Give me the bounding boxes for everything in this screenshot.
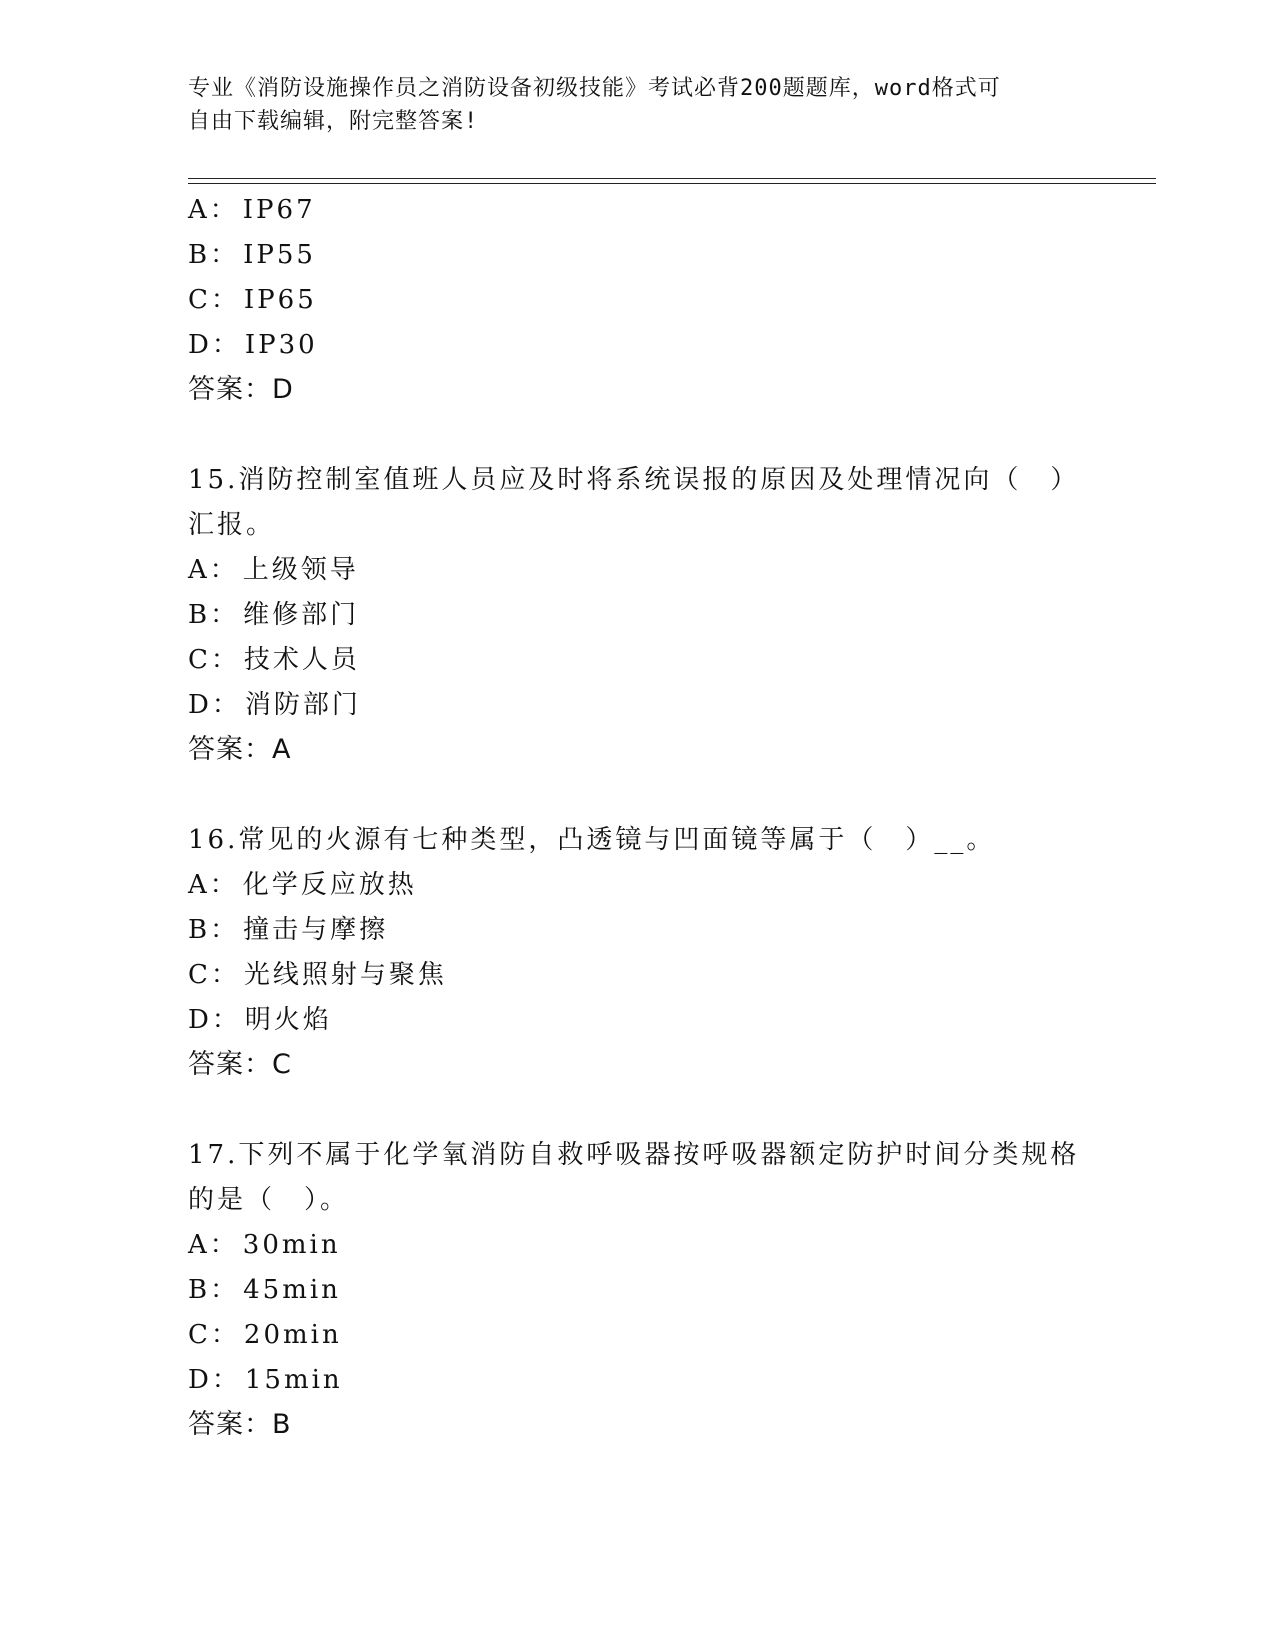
q16-option-a <box>188 867 1088 903</box>
q15-option-d <box>188 687 1088 723</box>
q16-option-c <box>188 957 1088 993</box>
prev-option-c <box>188 282 1088 318</box>
option-text: 撞击与摩擦 <box>243 915 389 945</box>
option-text: 45min <box>243 1275 341 1305</box>
option-text: 15min <box>244 1365 343 1395</box>
q16-option-b <box>188 912 1088 948</box>
option-text: 维修部门 <box>243 600 360 630</box>
prev-option-a <box>188 192 1088 228</box>
q16-stem-line-1: 16.常见的火源有七种类型，凸透镜与凹面镜等属于（ ）__。 <box>188 825 996 855</box>
header-line-1: 专业《消防设施操作员之消防设备初级技能》考试必背200题题库，word格式可 <box>188 76 1001 101</box>
option-text: 明火焰 <box>244 1005 332 1035</box>
option-text: IP30 <box>244 330 318 360</box>
option-letter: C： <box>188 1320 240 1350</box>
document-header <box>188 72 1068 138</box>
header-divider-bottom <box>188 183 1156 184</box>
option-letter: D： <box>188 1005 241 1035</box>
option-text: 30min <box>242 1230 341 1260</box>
option-letter: A： <box>188 1230 239 1260</box>
q17-answer: 答案：B <box>188 1409 292 1440</box>
prev-option-b <box>188 237 1088 273</box>
q17-option-b <box>188 1272 1088 1308</box>
q16-answer: 答案：C <box>188 1049 292 1080</box>
option-text: IP67 <box>242 195 316 225</box>
option-text: IP65 <box>243 285 317 315</box>
option-text: 上级领导 <box>242 555 359 585</box>
q15-option-a <box>188 552 1088 588</box>
q15-stem-line-1: 15.消防控制室值班人员应及时将系统误报的原因及处理情况向（ ） <box>188 465 1080 495</box>
option-letter: A： <box>188 555 239 585</box>
option-text: 20min <box>243 1320 342 1350</box>
option-letter: B： <box>188 1275 240 1305</box>
header-divider-top <box>188 178 1156 179</box>
q17-stem-line-1: 17.下列不属于化学氧消防自救呼吸器按呼吸器额定防护时间分类规格 <box>188 1140 1080 1170</box>
option-letter: C： <box>188 285 240 315</box>
option-letter: D： <box>188 330 241 360</box>
header-line-2: 自由下载编辑，附完整答案! <box>188 109 479 134</box>
option-letter: D： <box>188 1365 241 1395</box>
option-letter: D： <box>188 690 241 720</box>
option-letter: C： <box>188 960 240 990</box>
option-letter: A： <box>188 870 239 900</box>
option-letter: B： <box>188 600 240 630</box>
prev-answer: 答案：D <box>188 374 294 405</box>
q15-option-c <box>188 642 1088 678</box>
q17-option-c <box>188 1317 1088 1353</box>
option-text: 化学反应放热 <box>242 870 417 900</box>
q17-stem-line-2: 的是（ ）。 <box>188 1185 350 1215</box>
option-letter: B： <box>188 240 240 270</box>
q15-stem-line-2: 汇报。 <box>188 510 276 540</box>
option-text: IP55 <box>243 240 316 270</box>
option-letter: A： <box>188 195 239 225</box>
q16-option-d <box>188 1002 1088 1038</box>
option-letter: C： <box>188 645 240 675</box>
option-text: 光线照射与聚焦 <box>243 960 447 990</box>
q17-option-a <box>188 1227 1088 1263</box>
option-text: 技术人员 <box>243 645 360 675</box>
prev-option-d <box>188 327 1088 363</box>
q15-answer: 答案：A <box>188 734 292 765</box>
q15-option-b <box>188 597 1088 633</box>
option-text: 消防部门 <box>244 690 361 720</box>
option-letter: B： <box>188 915 240 945</box>
q17-option-d <box>188 1362 1088 1398</box>
